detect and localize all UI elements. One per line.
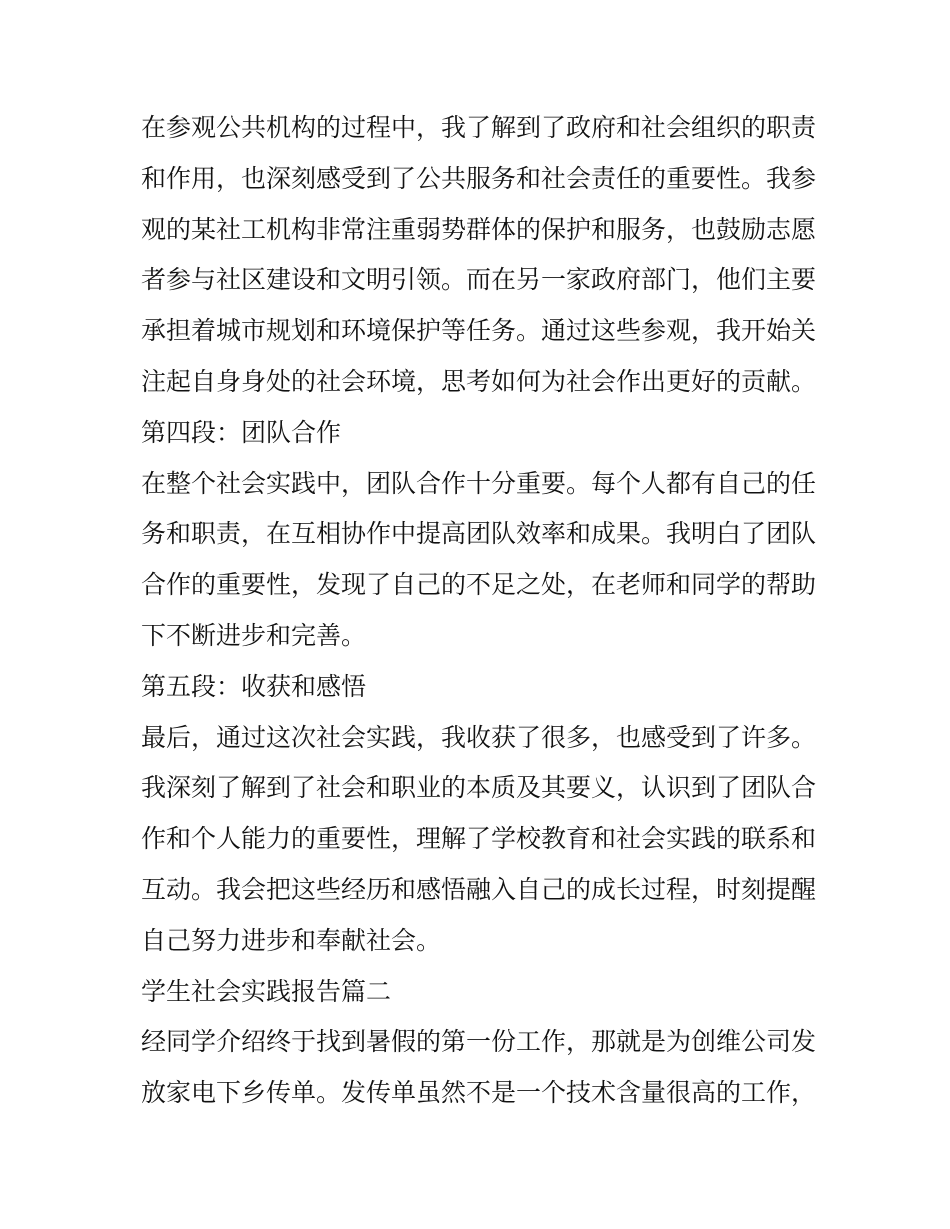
paragraph-gains: 最后，通过这次社会实践，我收获了很多，也感受到了许多。我深刻了解到了社会和职业的本质及其要义，认识到了团队合作和个人能力的重要性，理解了学校教育和社会实践的联系和互动。我会把这些经历和感悟融入自己的成长过程，时刻提醒自己努力进步和奉献社会。 [141, 722, 817, 955]
report-title-part-two: 学生社会实践报告篇二 [141, 976, 392, 1006]
paragraph-teamwork: 在整个社会实践中，团队合作十分重要。每个人都有自己的任务和职责，在互相协作中提高团队效率和成果。我明白了团队合作的重要性，发现了自己的不足之处，在老师和同学的帮助下不断进步和完善。 [141, 468, 817, 650]
section-heading-gains: 第五段：收获和感悟 [141, 671, 367, 701]
paragraph-summer-job: 经同学介绍终于找到暑假的第一份工作，那就是为创维公司发放家电下乡传单。发传单虽然不是一个技术含量很高的工作， [141, 1027, 817, 1108]
section-heading-teamwork: 第四段：团队合作 [141, 417, 342, 447]
document-body [141, 103, 816, 1119]
paragraph-public-institutions: 在参观公共机构的过程中，我了解到了政府和社会组织的职责和作用，也深刻感受到了公共服务和社会责任的重要性。我参观的某社工机构非常注重弱势群体的保护和服务，也鼓励志愿者参与社区建设和文明引领。而在另一家政府部门，他们主要承担着城市规划和环境保护等任务。通过这些参观，我开始关注起自身身处的社会环境，思考如何为社会作出更好的贡献。 [141, 113, 817, 396]
